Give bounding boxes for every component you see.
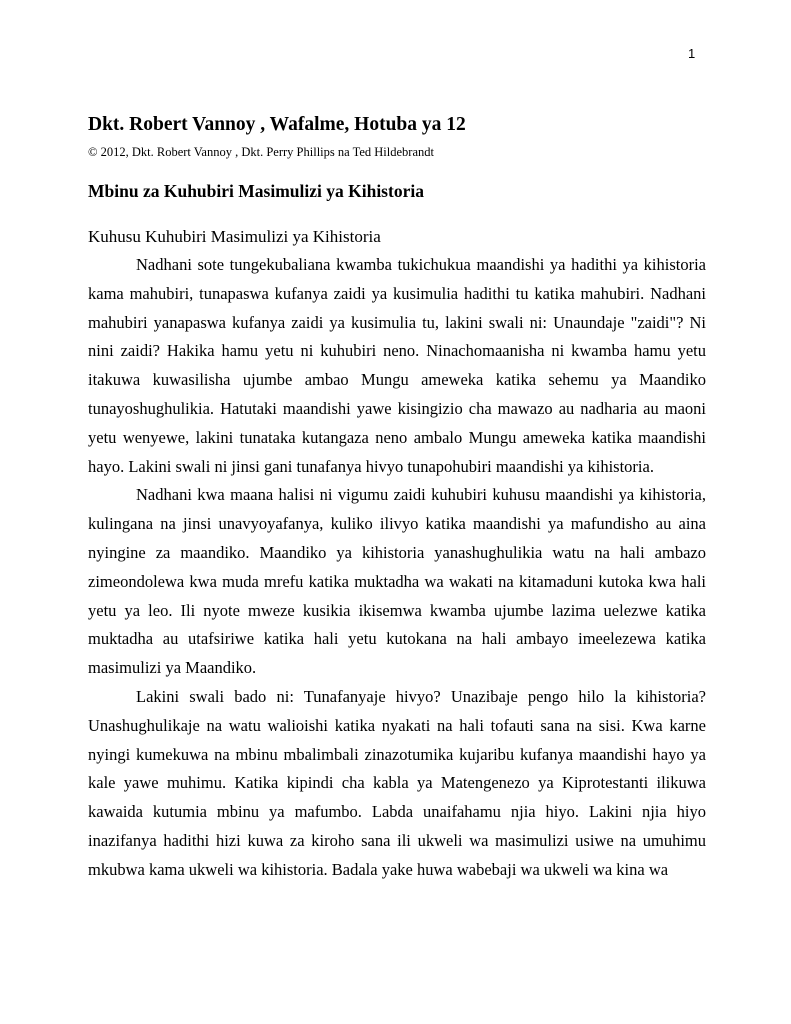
- paragraph-2: Nadhani kwa maana halisi ni vigumu zaidi kuhubiri kuhusu maandishi ya kihistoria, kulingana na jinsi unavyoyafanya, kuliko ilivyo katika maandishi ya mafundisho au aina nyingine za maandiko. Maandiko ya kihistoria yanashughulikia watu na hali ambazo zimeondolewa kwa muda mrefu katika muktadha wa wakati na kitamaduni kutoka kwa hali yetu ya leo. Ili nyote mweze kusikia ikisemwa kwamba ujumbe lazima uelezwe katika muktadha au utafsiriwe katika hali yetu kutokana na hali ambayo imeelezewa katika masimulizi ya Maandiko.: [88, 485, 706, 678]
- document-body: [88, 112, 706, 885]
- page-number: 1: [688, 46, 696, 61]
- paragraph-1: Nadhani sote tungekubaliana kwamba tukichukua maandishi ya hadithi ya kihistoria kama mahubiri, tunapaswa kufanya zaidi ya kusimulia hadithi tu katika mahubiri. Nadhani mahubiri yanapaswa kufanya zaidi ya kusimulia tu, lakini swali ni: Unaundaje "zaidi"? Ni nini zaidi? Hakika hamu yetu ni kuhubiri neno. Ninachomaanisha ni kwamba hamu yetu itakuwa kuwasilisha ujumbe ambao Mungu ameweka katika sehemu ya Maandiko tunayoshughulikia. Hatutaki maandishi yawe kisingizio cha mawazo au nadharia au maoni yetu wenyewe, lakini tunataka kutangaza neno ambalo Mungu ameweka katika maandishi hayo. Lakini swali ni jinsi gani tunafanya hivyo tunapohubiri maandishi ya kihistoria.: [88, 255, 706, 476]
- copyright-line: © 2012, Dkt. Robert Vannoy , Dkt. Perry Phillips na Ted Hildebrandt: [88, 145, 434, 159]
- lecture-title: Dkt. Robert Vannoy , Wafalme, Hotuba ya 12: [88, 114, 466, 135]
- lecture-subtitle: Mbinu za Kuhubiri Masimulizi ya Kihistoria: [88, 181, 424, 201]
- paragraph-3: Lakini swali bado ni: Tunafanyaje hivyo? Unazibaje pengo hilo la kihistoria? Unashughulikaje na watu walioishi katika nyakati na hali tofauti sana na sisi. Kwa karne nyingi kumekuwa na mbinu mbalimbali zinazotumika kujaribu kufanya maandishi hayo ya kale yawe muhimu. Katika kipindi cha kabla ya Matengenezo ya Kiprotestanti ilikuwa kawaida kutumia mbinu ya mafumbo. Labda unaifahamu njia hiyo. Lakini njia hiyo inazifanya hadithi hizi kuwa za kiroho sana ili ukweli wa masimulizi usiwe na umuhimu mkubwa kama ukweli wa kihistoria. Badala yake huwa wabebaji wa ukweli wa kina wa: [88, 686, 706, 879]
- section-heading: Kuhusu Kuhubiri Masimulizi ya Kihistoria: [88, 227, 381, 246]
- body-text: [88, 251, 706, 885]
